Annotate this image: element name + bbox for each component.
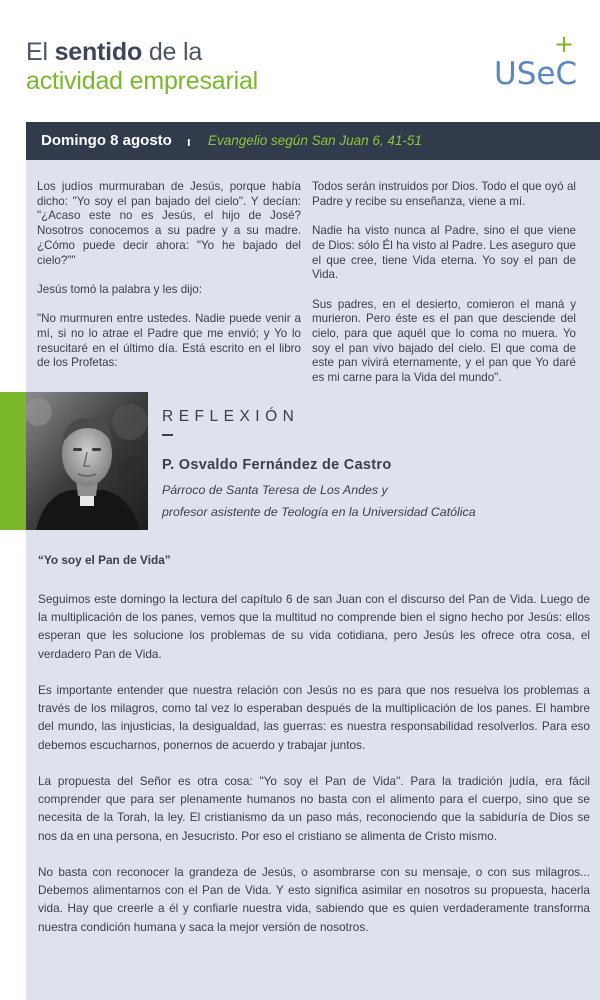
article-paragraph: Seguimos este domingo la lectura del capítulo 6 de san Juan con el discurso del Pan de Vida. Luego de la multiplicación de los panes, vemos que la multitud no comprende bien el signo hecho por Jesús: ellos esperan que les solucione los problemas de su vida cotidiana, pero Jesús les ofrece otra cosa, el verdadero Pan de Vida. (38, 592, 590, 661)
article-body (38, 590, 590, 954)
gospel-paragraph: Sus padres, en el desierto, comieron el maná y murieron. Pero éste es el pan que desciende del cielo, para que aquél que lo coma no muera. Yo soy el pan vivo bajado del cielo. El que coma de este pan vivirá eternamente, y el pan que Yo daré es mi carne para la Vida del mundo". (312, 297, 576, 385)
green-accent-bar (0, 392, 26, 530)
gospel-paragraph: Nadie ha visto nunca al Padre, sino el que viene de Dios: sólo Él ha visto al Padre. Les aseguro que el que cree, tiene Vida eterna. Yo soy el pan de Vida. (312, 224, 576, 282)
usec-logo (494, 34, 578, 96)
title-line-1: El sentido de la (26, 38, 203, 66)
page-title (26, 38, 258, 96)
article-heading: “Yo soy el Pan de Vida” (38, 553, 171, 567)
gospel-paragraph: Todos serán instruidos por Dios. Todo el que oyó al Padre y recibe su enseñanza, viene a mí. (312, 180, 576, 208)
separator: ı (187, 134, 191, 149)
article-paragraph: Es importante entender que nuestra relación con Jesús no es para que nos resuelva los problemas a través de los milagros, como tal vez lo esperaban después de la multiplicación de los panes. El hambre del mundo, las injusticias, la desigualdad, las guerras: es nuestra responsabilidad resolverlos. Para eso debemos escucharnos, ponernos de acuerdo y trabajar juntos. (38, 683, 590, 752)
article-paragraph: La propuesta del Señor es otra cosa: "Yo soy el Pan de Vida". Para la tradición judía, era fácil comprender que para ser plenamente humanos no basta con el alimento para el cuerpo, sino que se necesita de la Torah, la ley. El cristianismo da un paso más, reconociendo que la sabiduría de Dios se nos da en una persona, en Jesucristo. Por eso el cristiano se alimenta de Cristo mismo. (38, 774, 590, 843)
gospel-text-panel (26, 160, 600, 392)
reflection-author-box (148, 392, 600, 530)
reflection-article (26, 530, 600, 1000)
sunday-date: Domingo 8 agosto (41, 132, 172, 149)
gospel-paragraph: "No murmuren entre ustedes. Nadie puede venir a mí, si no lo atrae el Padre que me envió; y Yo lo resucitaré en el último día. Está escrito en el libro de los Profetas: (37, 312, 301, 370)
date-band (26, 122, 600, 160)
gospel-paragraph: Los judíos murmuraban de Jesús, porque había dicho: "Yo soy el pan bajado del cielo". Y decían: "¿Acaso este no es Jesús, el hijo de José? Nosotros conocemos a su padre y a su madre. ¿Cómo puede decir ahora: "Yo he bajado del cielo?"" (37, 180, 301, 267)
article-paragraph: No basta con reconocer la grandeza de Jesús, o asombrarse con su mensaje, o con sus milagros... Debemos alimentarnos con el Pan de Vida. Y esto significa asimilar en nosotros su propuesta, hacerla vida. Hay que creerle a él y confiarle nuestra vida, sabiendo que es quien verdaderamente transforma nuestra condición humana y saca la mejor versión de nosotros. (38, 865, 590, 934)
portrait-image (26, 392, 148, 530)
gospel-paragraph: Jesús tomó la palabra y les dijo: (37, 282, 202, 296)
gospel-reference: Evangelio según San Juan 6, 41-51 (208, 133, 422, 148)
title-line-2: actividad empresarial (26, 67, 259, 95)
logo-plus-icon: + (554, 34, 575, 58)
logo-text: USeC (494, 56, 578, 92)
author-role-line-2: profesor asistente de Teología en la Universidad Católica (162, 505, 476, 519)
author-role-line-1: Párroco de Santa Teresa de Los Andes y (162, 483, 388, 497)
gospel-column-2 (312, 180, 576, 401)
author-photo (26, 392, 148, 530)
author-name: P. Osvaldo Fernández de Castro (162, 457, 392, 473)
reflection-label: REFLEXIÓN (162, 408, 300, 425)
divider (162, 434, 173, 436)
gospel-column-1 (37, 180, 301, 386)
